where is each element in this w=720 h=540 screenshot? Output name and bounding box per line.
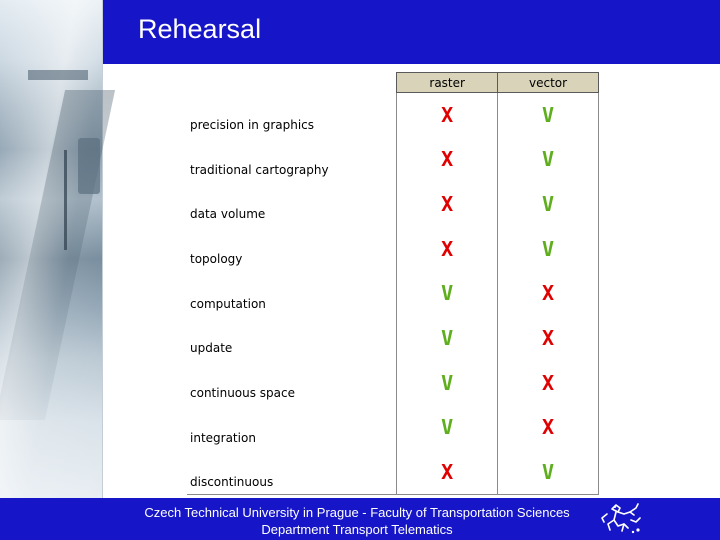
row-label: precision in graphics <box>190 118 315 133</box>
raster-mark: V <box>397 316 498 361</box>
comparison-table <box>187 72 599 495</box>
photo-lamp-pole <box>64 150 67 250</box>
table-row <box>187 93 599 138</box>
photo-vehicle <box>78 138 100 194</box>
table-header-row <box>187 73 599 93</box>
column-header-vector: vector <box>498 73 599 93</box>
vector-mark: X <box>498 271 599 316</box>
vector-mark: X <box>498 316 599 361</box>
footer-university-line: Czech Technical University in Prague - Faculty of Transportation Sciences <box>144 505 570 520</box>
side-photo-highway <box>0 0 103 498</box>
raster-mark: X <box>397 226 498 271</box>
raster-mark: X <box>397 182 498 227</box>
photo-overhead-sign <box>28 70 88 80</box>
table-row <box>187 226 599 271</box>
table-row <box>187 182 599 227</box>
table-row <box>187 450 599 495</box>
column-header-raster: raster <box>397 73 498 93</box>
vector-mark: X <box>498 360 599 405</box>
row-label: data volume <box>190 207 266 222</box>
vector-mark: V <box>498 137 599 182</box>
table-row <box>187 360 599 405</box>
vector-mark: X <box>498 405 599 450</box>
slide-title: Rehearsal <box>138 14 262 44</box>
header-bar <box>0 0 720 64</box>
row-label: integration <box>190 430 256 445</box>
table-row <box>187 137 599 182</box>
header-blank-cell <box>187 73 397 93</box>
raster-mark: X <box>397 93 498 138</box>
vector-mark: V <box>498 226 599 271</box>
footer-department-line: Department Transport Telematics <box>261 522 453 537</box>
raster-mark: V <box>397 405 498 450</box>
row-label: update <box>190 341 233 356</box>
table-row <box>187 405 599 450</box>
raster-mark: V <box>397 360 498 405</box>
ctu-lion-logo-icon <box>598 500 644 536</box>
row-label: continuous space <box>190 386 296 401</box>
row-label: traditional cartography <box>190 162 329 177</box>
raster-mark: X <box>397 450 498 495</box>
raster-mark: X <box>397 137 498 182</box>
vector-mark: V <box>498 93 599 138</box>
row-label: computation <box>190 296 266 311</box>
table-row <box>187 271 599 316</box>
row-label: discontinuous <box>187 450 397 495</box>
vector-mark: V <box>498 182 599 227</box>
table-row <box>187 316 599 361</box>
row-label: topology <box>190 252 243 267</box>
raster-mark: V <box>397 271 498 316</box>
vector-mark: V <box>498 450 599 495</box>
table-body <box>187 93 599 495</box>
